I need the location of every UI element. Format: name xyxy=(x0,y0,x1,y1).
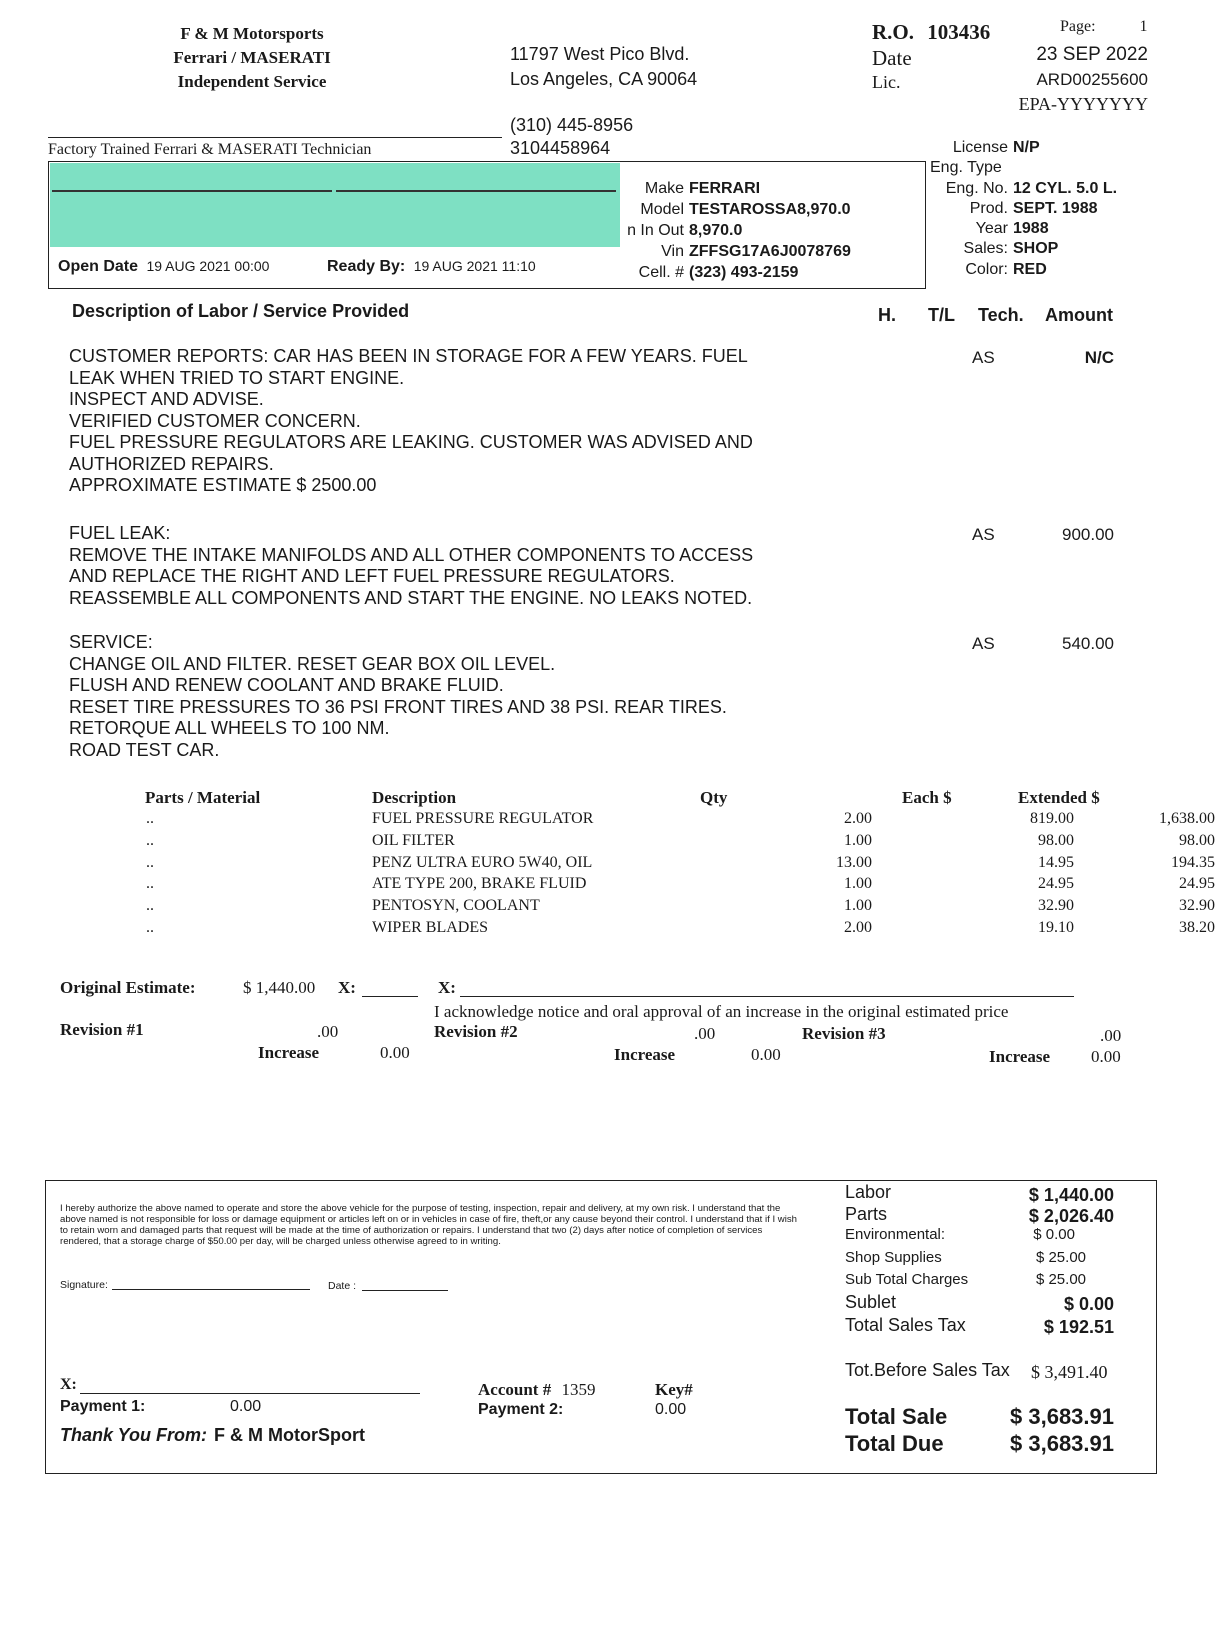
part-code: .. xyxy=(146,897,154,915)
before-tax-label: Tot.Before Sales Tax xyxy=(845,1360,1010,1380)
shop-name-line: Ferrari / MASERATI xyxy=(173,48,331,67)
x-sign-line[interactable] xyxy=(80,1393,420,1394)
prod-value: SEPT. 1988 xyxy=(1013,199,1098,217)
cell-label: Cell. # xyxy=(638,264,684,281)
eng-no-row xyxy=(930,179,1117,199)
part-extended: 38.20 xyxy=(1179,918,1215,936)
date-value: 23 SEP 2022 xyxy=(1036,44,1148,65)
increase-2-label: Increase xyxy=(614,1045,676,1064)
eng-no-value: 12 CYL. 5.0 L. xyxy=(1013,179,1118,197)
part-extended: 98.00 xyxy=(1179,831,1215,849)
eng-type-row xyxy=(930,158,1117,178)
part-description: WIPER BLADES xyxy=(372,918,488,936)
sales-label: Sales: xyxy=(963,240,1008,258)
vin-row xyxy=(618,241,851,262)
labor-item-text: SERVICE: CHANGE OIL AND FILTER. RESET GEAR BOX OIL LEVEL. FLUSH AND RENEW COOLANT AND BRAKE FLUID. RESET TIRE PRESSURES TO 36 PSI FRONT TIRES AND 38 PSI. REAR TIRES. RETORQUE ALL WHEELS TO 100 NM. ROAD TEST CAR. xyxy=(69,632,727,760)
open-date-label: Open Date xyxy=(58,258,139,275)
make-label: Make xyxy=(644,180,684,197)
labor-item-amount: N/C xyxy=(1084,348,1114,367)
year-label: Year xyxy=(975,220,1008,238)
lic-value: ARD00255600 xyxy=(1036,70,1148,89)
part-description: PENTOSYN, COOLANT xyxy=(372,897,540,915)
acknowledge-text: I acknowledge notice and oral approval of an increase in the original estimated price xyxy=(434,1002,1009,1021)
labor-item-amount: 900.00 xyxy=(1062,525,1114,544)
labor-item-tech: AS xyxy=(972,634,995,653)
revision-3-value: .00 xyxy=(1100,1026,1122,1045)
part-qty: 1.00 xyxy=(844,875,872,893)
in-out-value: 8,970.0 xyxy=(689,222,743,239)
sales-row xyxy=(930,239,1117,259)
part-extended: 1,638.00 xyxy=(1159,810,1215,827)
part-qty: 1.00 xyxy=(844,897,872,915)
year-row xyxy=(930,219,1117,239)
shop-address xyxy=(510,42,697,92)
part-extended: 32.90 xyxy=(1179,897,1215,915)
signature-label: Signature: xyxy=(60,1279,108,1291)
eng-type-label: Eng. Type xyxy=(930,159,1002,177)
part-description: ATE TYPE 200, BRAKE FLUID xyxy=(372,875,587,893)
part-qty: 2.00 xyxy=(844,918,872,936)
year-value: 1988 xyxy=(1013,220,1049,238)
shop-tagline: Factory Trained Ferrari & MASERATI Technician xyxy=(48,141,372,158)
ready-by xyxy=(327,258,536,276)
environmental-label: Environmental: xyxy=(845,1226,946,1243)
thank-you-name: F & M MotorSport xyxy=(214,1425,366,1445)
page-number: 1 xyxy=(1139,18,1148,35)
total-due-label: Total Due xyxy=(845,1431,944,1456)
cell-value: (323) 493-2159 xyxy=(689,264,799,281)
revision-3-label: Revision #3 xyxy=(802,1024,886,1043)
increase-1-value: 0.00 xyxy=(380,1043,410,1062)
col-header-amount: Amount xyxy=(1045,305,1113,325)
parts-header-extended: Extended $ xyxy=(1018,788,1100,807)
date-label: Date xyxy=(872,46,912,70)
ro-number-block xyxy=(872,20,990,45)
tagline-rule xyxy=(48,137,502,138)
increase-3-label: Increase xyxy=(989,1047,1051,1066)
part-qty: 2.00 xyxy=(844,810,872,827)
part-code: .. xyxy=(146,831,154,849)
part-each: 14.95 xyxy=(1038,853,1074,871)
part-each: 98.00 xyxy=(1038,831,1074,849)
table-row xyxy=(140,918,1215,941)
payment-2-value: 0.00 xyxy=(655,1401,687,1418)
key-label: Key# xyxy=(655,1380,693,1399)
part-each: 32.90 xyxy=(1038,897,1074,915)
parts-header-description: Description xyxy=(372,788,457,807)
shop-name-line: Independent Service xyxy=(177,72,327,91)
prod-row xyxy=(930,199,1117,219)
part-code: .. xyxy=(146,875,154,893)
part-extended: 24.95 xyxy=(1179,875,1215,893)
labor-total-value: $ 1,440.00 xyxy=(1028,1185,1114,1205)
original-estimate-value: $ 1,440.00 xyxy=(243,978,316,997)
in-out-label: n In Out xyxy=(627,222,684,239)
x1-label: X: xyxy=(338,978,356,997)
x2-line[interactable] xyxy=(460,996,1074,997)
open-date xyxy=(58,258,269,276)
col-header-h: H. xyxy=(878,305,896,325)
page-label: Page: xyxy=(1060,18,1096,35)
page-indicator xyxy=(1060,18,1148,36)
table-row xyxy=(140,853,1215,876)
labor-item-text: FUEL LEAK: REMOVE THE INTAKE MANIFOLDS AND ALL OTHER COMPONENTS TO ACCESS AND REPLACE THE RIGHT AND LEFT FUEL PRESSURE REGULATORS. REASSEMBLE ALL COMPONENTS AND START THE ENGINE. NO LEAKS NOTED. xyxy=(69,523,754,608)
part-description: PENZ ULTRA EURO 5W40, OIL xyxy=(372,853,593,871)
part-each: 819.00 xyxy=(1030,810,1074,827)
revision-2-value: .00 xyxy=(694,1024,716,1043)
part-description: OIL FILTER xyxy=(372,831,455,849)
make-row xyxy=(618,178,851,199)
sales-tax-value: $ 192.51 xyxy=(1043,1317,1114,1337)
shop-phones xyxy=(510,114,633,160)
payment-1-label: Payment 1: xyxy=(60,1398,146,1415)
shop-name xyxy=(120,22,384,94)
sublet-value: $ 0.00 xyxy=(1063,1294,1114,1314)
model-row xyxy=(618,199,851,220)
part-extended: 194.35 xyxy=(1171,853,1215,871)
thank-you-label: Thank You From: xyxy=(60,1425,208,1445)
subtotal-label: Sub Total Charges xyxy=(845,1271,969,1288)
sublet-label: Sublet xyxy=(845,1292,897,1312)
x2-label: X: xyxy=(438,978,456,997)
part-description: FUEL PRESSURE REGULATOR xyxy=(372,810,594,827)
part-code: .. xyxy=(146,853,154,871)
before-tax-value: $ 3,491.40 xyxy=(1031,1362,1108,1382)
thank-you-line xyxy=(60,1425,365,1446)
ready-by-label: Ready By: xyxy=(327,258,406,275)
subtotal-value: $ 25.00 xyxy=(1035,1271,1086,1288)
license-value: N/P xyxy=(1013,139,1040,156)
parts-total-label: Parts xyxy=(845,1204,888,1224)
table-row xyxy=(140,875,1215,897)
redaction-line xyxy=(336,190,616,192)
color-label: Color: xyxy=(965,260,1008,278)
original-estimate-label: Original Estimate: xyxy=(60,978,196,997)
vehicle-details xyxy=(618,178,851,283)
vin-label: Vin xyxy=(661,243,684,260)
labor-item-amount: 540.00 xyxy=(1062,634,1114,653)
color-row xyxy=(930,260,1117,280)
eng-no-label: Eng. No. xyxy=(945,179,1008,197)
cell-row xyxy=(618,262,851,283)
shop-supplies-label: Shop Supplies xyxy=(845,1249,942,1266)
redaction-block xyxy=(50,163,620,247)
model-value: TESTAROSSA8,970.0 xyxy=(689,201,851,218)
parts-header-each: Each $ xyxy=(902,788,952,807)
account-number: 1359 xyxy=(561,1380,596,1399)
labor-total-label: Labor xyxy=(845,1182,892,1202)
parts-header-qty: Qty xyxy=(700,788,728,807)
signature-date-label: Date : xyxy=(328,1280,357,1292)
parts-total-value: $ 2,026.40 xyxy=(1028,1206,1114,1226)
part-each: 19.10 xyxy=(1038,918,1074,936)
signature-line[interactable] xyxy=(112,1289,310,1290)
epa-value: EPA-YYYYYYY xyxy=(1018,94,1148,114)
account-label xyxy=(478,1380,595,1400)
sales-tax-label: Total Sales Tax xyxy=(845,1315,966,1335)
part-code: .. xyxy=(146,918,154,936)
make-value: FERRARI xyxy=(689,180,761,197)
parts-header-parts: Parts / Material xyxy=(145,788,261,807)
increase-1-label: Increase xyxy=(258,1043,320,1062)
vin-value: ZFFSG17A6J0078769 xyxy=(689,243,851,260)
vehicle-specs xyxy=(930,138,1117,280)
revision-1-label: Revision #1 xyxy=(60,1020,144,1039)
sales-value: SHOP xyxy=(1013,240,1059,258)
environmental-value: $ 0.00 xyxy=(1033,1226,1075,1243)
payment-1-value: 0.00 xyxy=(230,1398,262,1415)
col-header-tech: Tech. xyxy=(978,305,1024,325)
in-out-row xyxy=(618,220,851,241)
revision-2-label: Revision #2 xyxy=(434,1022,518,1041)
part-qty: 1.00 xyxy=(844,831,872,849)
model-label: Model xyxy=(640,201,684,218)
x1-line[interactable] xyxy=(362,996,418,997)
address-line-2: Los Angeles, CA 90064 xyxy=(510,69,698,89)
total-sale-value: $ 3,683.91 xyxy=(1010,1404,1114,1429)
phone-2: 3104458964 xyxy=(510,138,611,158)
part-code: .. xyxy=(146,810,154,827)
ready-by-value: 19 AUG 2021 11:10 xyxy=(413,258,536,274)
signature-date-line[interactable] xyxy=(362,1290,448,1291)
part-qty: 13.00 xyxy=(836,853,872,871)
col-header-tl: T/L xyxy=(928,305,955,325)
open-date-value: 19 AUG 2021 00:00 xyxy=(146,258,270,274)
table-row xyxy=(140,810,1215,832)
address-line-1: 11797 West Pico Blvd. xyxy=(510,44,690,64)
total-sale-label: Total Sale xyxy=(845,1404,948,1429)
license-label: License xyxy=(952,139,1008,156)
account-label-text: Account # xyxy=(478,1380,552,1399)
table-row xyxy=(140,897,1215,919)
shop-name-line: F & M Motorsports xyxy=(180,24,324,43)
ro-number: 103436 xyxy=(927,20,991,44)
redaction-line xyxy=(52,190,332,192)
payment-2-label: Payment 2: xyxy=(478,1401,564,1418)
color-value: RED xyxy=(1013,260,1047,278)
license-row xyxy=(930,138,1117,158)
labor-item-text: CUSTOMER REPORTS: CAR HAS BEEN IN STORAGE FOR A FEW YEARS. FUEL LEAK WHEN TRIED TO START ENGINE. INSPECT AND ADVISE. VERIFIED CUSTOMER CONCERN. FUEL PRESSURE REGULATORS ARE LEAKING. CUSTOMER WAS ADVISED AND AUTHORIZED REPAIRS. APPROXIMATE ESTIMATE $ 2500.00 xyxy=(69,346,753,495)
labor-item-tech: AS xyxy=(972,525,995,544)
total-due-value: $ 3,683.91 xyxy=(1010,1431,1114,1456)
shop-supplies-value: $ 25.00 xyxy=(1035,1249,1086,1266)
lic-label: Lic. xyxy=(872,72,901,92)
labor-item-tech: AS xyxy=(972,348,995,367)
revision-1-value: .00 xyxy=(317,1022,339,1041)
increase-3-value: 0.00 xyxy=(1091,1047,1121,1066)
ro-label: R.O. xyxy=(872,20,914,44)
prod-label: Prod. xyxy=(969,199,1008,217)
part-each: 24.95 xyxy=(1038,875,1074,893)
phone-1: (310) 445-8956 xyxy=(510,115,634,135)
increase-2-value: 0.00 xyxy=(751,1045,781,1064)
x-sign-label: X: xyxy=(60,1376,77,1393)
authorization-text: I hereby authorize the above named to operate and store the above vehicle for the purpose of testing, inspection, repair and delivery, at my own risk. I understand that the above named is not responsible for loss or damage equipment or articles left on or in vehicles in case of fire, theft,or any cause beyond their control. I understand that if I wish to retain worn and damaged parts that request will be made at the time of authorization or repairs. I understand that two (2) days after notice of completion of services rendered, that a storage charge of $50.00 per day, will be charged unless otherwise agreed to in writing. xyxy=(60,1203,797,1247)
parts-table xyxy=(140,810,1215,941)
table-row xyxy=(140,831,1215,854)
labor-header: Description of Labor / Service Provided xyxy=(72,301,410,321)
